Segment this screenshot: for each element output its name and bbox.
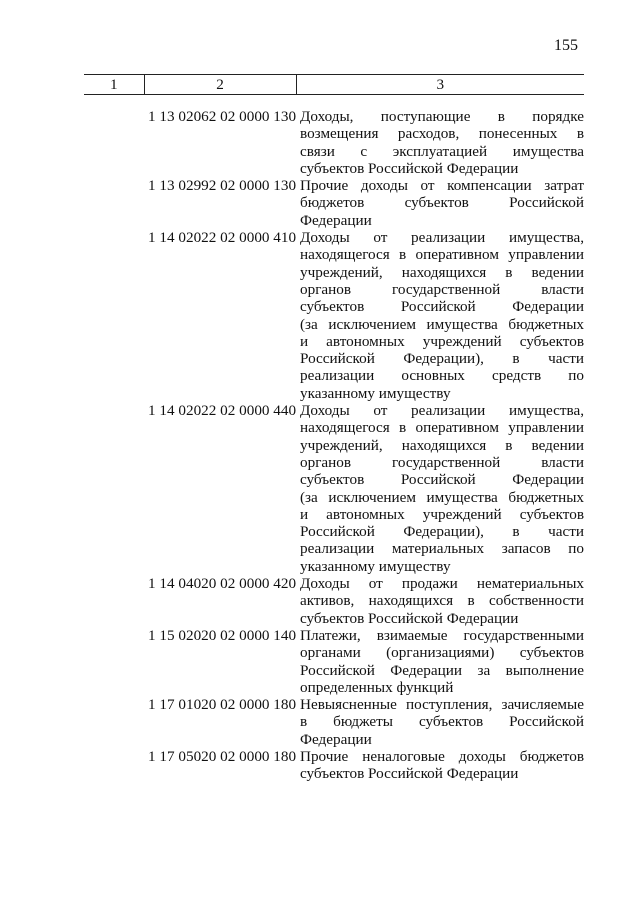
description-line: субъектов Российской Федерации	[300, 159, 519, 177]
description-line: субъектов Российской Федерации	[300, 609, 519, 627]
description-line: находящегося в оперативном управлении	[300, 419, 584, 437]
description-line: связи с эксплуатацией имущества	[300, 142, 584, 160]
revenue-code: 1 17 05020 02 0000 180	[148, 747, 297, 765]
table-row	[84, 696, 584, 748]
description-line: Прочие доходы от компенсации затрат	[300, 177, 584, 195]
row-number-cell	[84, 402, 144, 575]
column-header-1: 1	[84, 75, 144, 95]
header-row	[84, 75, 584, 95]
column-header-3: 3	[296, 75, 584, 95]
revenue-description	[296, 402, 584, 575]
table-row	[84, 229, 584, 402]
description-line: и автономных учреждений субъектов	[300, 505, 584, 523]
revenue-description	[296, 108, 584, 177]
description-line: органов государственной власти	[300, 280, 584, 298]
description-line: Федерации	[300, 730, 372, 748]
revenue-description	[296, 748, 584, 783]
table-header	[84, 75, 584, 95]
row-number-cell	[84, 627, 144, 696]
description-line: Прочие неналоговые доходы бюджетов	[300, 747, 584, 765]
description-line: реализации основных средств по	[300, 367, 584, 385]
revenue-codes-table	[84, 74, 584, 783]
revenue-code: 1 15 02020 02 0000 140	[148, 626, 297, 644]
description-line: и автономных учреждений субъектов	[300, 332, 584, 350]
description-line: указанному имуществу	[300, 557, 451, 575]
table-row	[84, 177, 584, 229]
revenue-code: 1 14 04020 02 0000 420	[148, 575, 297, 593]
table-row	[84, 108, 584, 177]
column-header-2: 2	[144, 75, 296, 95]
table-row	[84, 575, 584, 627]
revenue-code: 1 14 02022 02 0000 410	[148, 229, 297, 247]
description-line: Российской Федерации), в части	[300, 523, 584, 541]
description-line: (за исключением имущества бюджетных	[300, 315, 584, 333]
description-line: определенных функций	[300, 678, 454, 696]
revenue-description	[296, 696, 584, 748]
description-line: учреждений, находящихся в ведении	[300, 263, 584, 281]
revenue-description	[296, 177, 584, 229]
table-row	[84, 402, 584, 575]
description-line: Доходы, поступающие в порядке	[300, 108, 584, 125]
description-line: Доходы от реализации имущества,	[300, 402, 584, 420]
revenue-code: 1 17 01020 02 0000 180	[148, 696, 297, 714]
description-line: Российской Федерации), в части	[300, 350, 584, 368]
description-line: возмещения расходов, понесенных в	[300, 125, 584, 143]
row-number-cell	[84, 177, 144, 229]
page-number: 155	[554, 37, 578, 54]
description-line: учреждений, находящихся в ведении	[300, 436, 584, 454]
revenue-code: 1 13 02062 02 0000 130	[148, 108, 297, 125]
revenue-code: 1 14 02022 02 0000 440	[148, 402, 297, 420]
revenue-description	[296, 229, 584, 402]
description-line: находящегося в оперативном управлении	[300, 246, 584, 264]
description-line: указанному имуществу	[300, 384, 451, 402]
description-line: Доходы от продажи нематериальных	[300, 575, 584, 593]
description-line: Российской Федерации за выполнение	[300, 661, 584, 679]
description-line: Невыясненные поступления, зачисляемые	[300, 696, 584, 714]
description-line: субъектов Российской Федерации	[300, 298, 584, 316]
description-line: Федерации	[300, 211, 372, 229]
row-number-cell	[84, 696, 144, 748]
description-line: реализации материальных запасов по	[300, 540, 584, 558]
description-line: бюджетов субъектов Российской	[300, 194, 584, 212]
description-line: субъектов Российской Федерации	[300, 471, 584, 489]
table-spacer-row	[84, 95, 584, 109]
description-line: субъектов Российской Федерации	[300, 765, 519, 783]
row-number-cell	[84, 575, 144, 627]
revenue-code: 1 13 02992 02 0000 130	[148, 177, 297, 195]
table-body	[84, 95, 584, 783]
row-number-cell	[84, 748, 144, 783]
description-line: в бюджеты субъектов Российской	[300, 713, 584, 731]
description-line: активов, находящихся в собственности	[300, 592, 584, 610]
table-row	[84, 627, 584, 696]
table-row	[84, 748, 584, 783]
row-number-cell	[84, 229, 144, 402]
revenue-description	[296, 575, 584, 627]
description-line: Платежи, взимаемые государственными	[300, 626, 584, 644]
description-line: органами (организациями) субъектов	[300, 644, 584, 662]
row-number-cell	[84, 108, 144, 177]
description-line: (за исключением имущества бюджетных	[300, 488, 584, 506]
description-line: органов государственной власти	[300, 453, 584, 471]
revenue-description	[296, 627, 584, 696]
description-line: Доходы от реализации имущества,	[300, 229, 584, 247]
